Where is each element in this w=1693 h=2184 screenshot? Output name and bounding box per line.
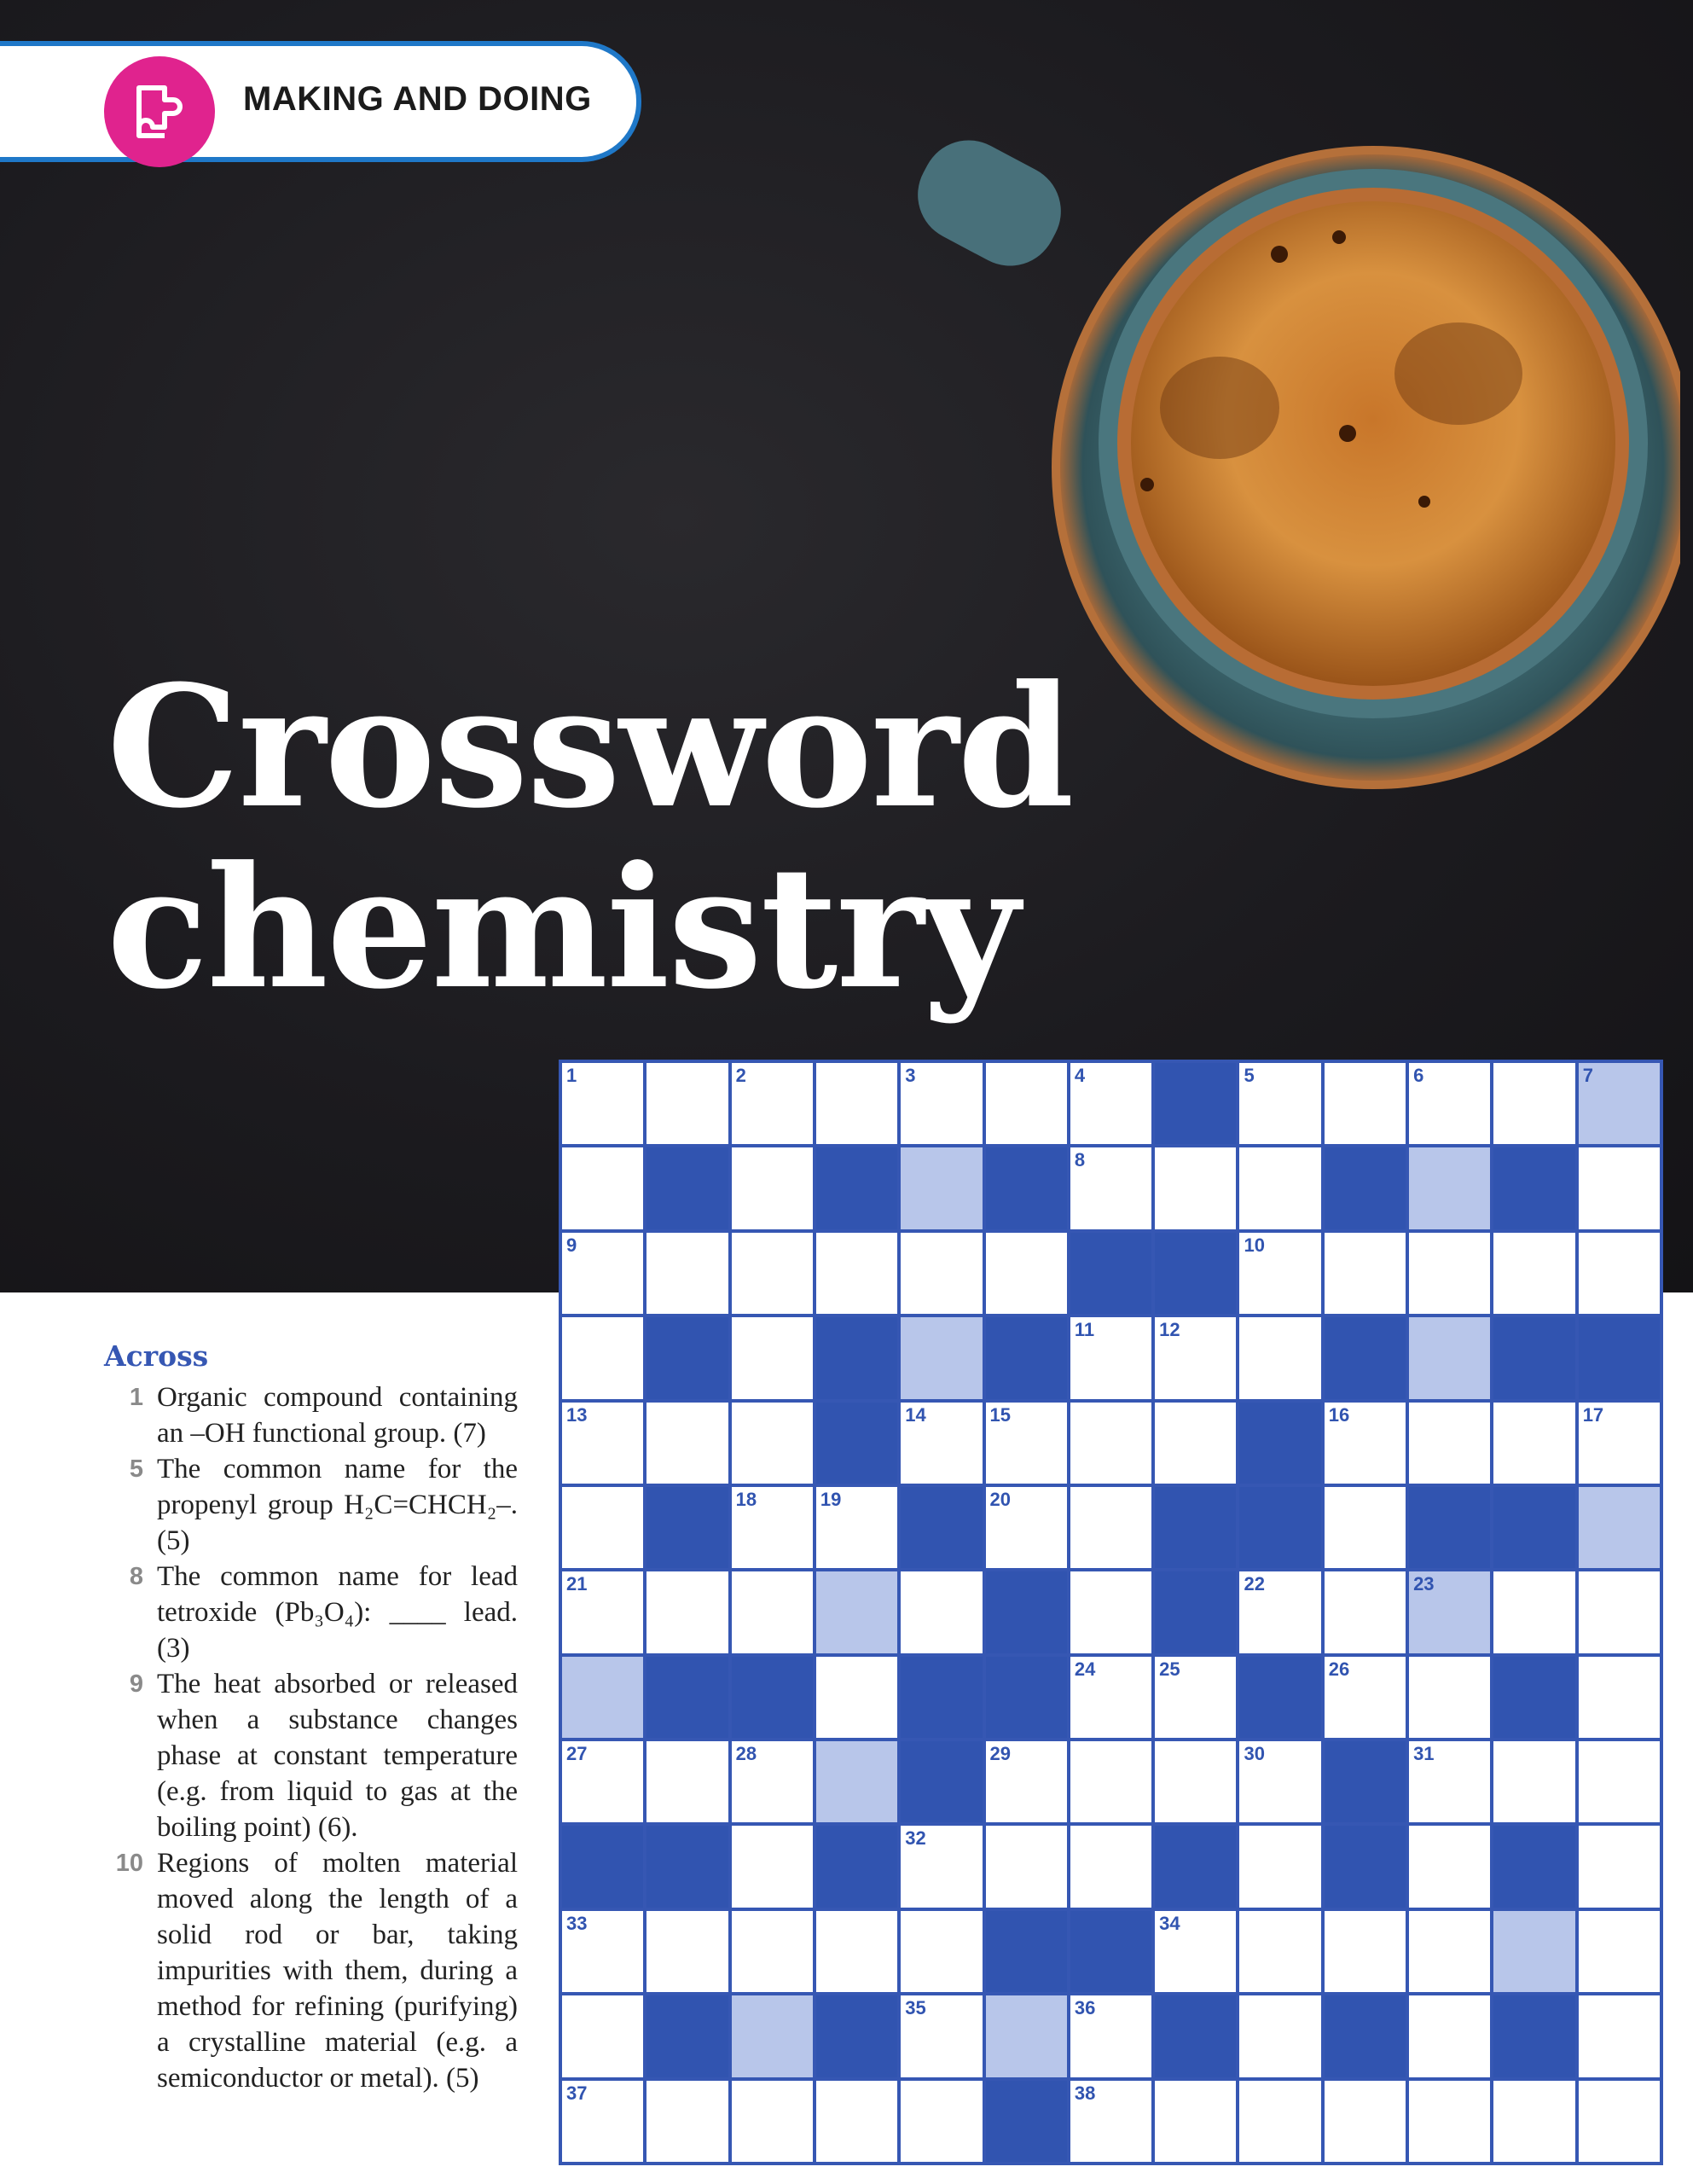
- crossword-cell[interactable]: [1409, 1911, 1490, 1992]
- crossword-cell[interactable]: [732, 1741, 813, 1822]
- crossword-cell[interactable]: [1070, 1571, 1151, 1653]
- clue-number-label: 31: [1413, 1743, 1435, 1765]
- crossword-block: [1325, 1741, 1406, 1822]
- crossword-cell[interactable]: [646, 1403, 728, 1484]
- crossword-block: [816, 1826, 897, 1907]
- crossword-block: [1070, 1911, 1151, 1992]
- crossword-cell[interactable]: [1070, 1741, 1151, 1822]
- crossword-block: [1493, 1487, 1574, 1568]
- crossword-cell[interactable]: [986, 1233, 1067, 1314]
- crossword-cell[interactable]: [1070, 1826, 1151, 1907]
- crossword-block: [1493, 1657, 1574, 1738]
- page-title: [107, 649, 1073, 1026]
- crossword-cell[interactable]: [732, 1147, 813, 1228]
- clue-number-label: 33: [566, 1912, 588, 1934]
- crossword-cell-shaded[interactable]: [816, 1741, 897, 1822]
- crossword-cell[interactable]: [1409, 1657, 1490, 1738]
- clue-number-label: 19: [820, 1488, 842, 1510]
- crossword-cell[interactable]: [1070, 1995, 1151, 2077]
- clue-text: The common name for the propenyl group H₂C=CHCH₂–. (5): [157, 1454, 518, 1556]
- crossword-cell-shaded[interactable]: [1409, 1317, 1490, 1398]
- crossword-cell[interactable]: [1493, 1233, 1574, 1314]
- crossword-cell[interactable]: [1579, 1147, 1660, 1228]
- clue-number-label: 27: [566, 1743, 588, 1765]
- clue-number-label: 36: [1074, 1997, 1096, 2019]
- crossword-cell-shaded[interactable]: [1493, 1911, 1574, 1992]
- crossword-cell[interactable]: [986, 1063, 1067, 1144]
- clue-number-label: 34: [1159, 1912, 1180, 1934]
- crossword-block: [986, 1571, 1067, 1653]
- crossword-cell[interactable]: [562, 1403, 643, 1484]
- crossword-cell[interactable]: [901, 1995, 982, 2077]
- crossword-cell[interactable]: [646, 1911, 728, 1992]
- clue-number-label: 18: [735, 1488, 757, 1510]
- crossword-cell[interactable]: [1493, 1063, 1574, 1144]
- crossword-cell[interactable]: [646, 2081, 728, 2162]
- crossword-cell[interactable]: [1155, 1657, 1236, 1738]
- crossword-block: [816, 1317, 897, 1398]
- crossword-cell[interactable]: [1325, 2081, 1406, 2162]
- crossword-cell[interactable]: [1493, 1571, 1574, 1653]
- clue-number-label: 21: [566, 1573, 588, 1595]
- crossword-cell[interactable]: [1070, 1063, 1151, 1144]
- clue-item: [104, 1451, 518, 1559]
- crossword-cell[interactable]: [1155, 1403, 1236, 1484]
- clue-number-label: 11: [1074, 1319, 1095, 1341]
- crossword-cell[interactable]: [816, 1487, 897, 1568]
- crossword-cell-shaded[interactable]: [562, 1657, 643, 1738]
- crossword-cell[interactable]: [1070, 1403, 1151, 1484]
- clue-number-label: 24: [1074, 1658, 1096, 1680]
- crossword-cell[interactable]: [901, 1826, 982, 1907]
- clue-number-label: 38: [1074, 2082, 1096, 2104]
- section-label: MAKING AND DOING: [243, 80, 592, 118]
- crossword-cell[interactable]: [562, 1317, 643, 1398]
- crossword-cell[interactable]: [816, 1657, 897, 1738]
- crossword-cell[interactable]: [1325, 1233, 1406, 1314]
- crossword-cell[interactable]: [1239, 1995, 1320, 2077]
- crossword-cell[interactable]: [986, 1403, 1067, 1484]
- crossword-cell[interactable]: [1325, 1403, 1406, 1484]
- crossword-cell[interactable]: [562, 2081, 643, 2162]
- crossword-block: [646, 1995, 728, 2077]
- crossword-cell[interactable]: [732, 2081, 813, 2162]
- crossword-block: [1239, 1403, 1320, 1484]
- clue-item: [104, 1380, 518, 1451]
- crossword-block: [816, 1147, 897, 1228]
- title-line-2: chemistry: [107, 830, 1018, 1026]
- crossword-cell[interactable]: [1325, 1657, 1406, 1738]
- crossword-cell[interactable]: [562, 1487, 643, 1568]
- crossword-block: [1155, 1995, 1236, 2077]
- crossword-block: [646, 1487, 728, 1568]
- crossword-cell[interactable]: [1409, 1063, 1490, 1144]
- crossword-cell-shaded[interactable]: [901, 1317, 982, 1398]
- crossword-cell[interactable]: [816, 1063, 897, 1144]
- clue-number-label: 22: [1244, 1573, 1265, 1595]
- section-badge: [0, 41, 641, 162]
- crossword-cell[interactable]: [732, 1826, 813, 1907]
- crossword-block: [901, 1741, 982, 1822]
- crossword-block: [986, 2081, 1067, 2162]
- crossword-cell[interactable]: [1155, 2081, 1236, 2162]
- clue-number-label: 1: [566, 1065, 577, 1086]
- crossword-block: [1325, 1995, 1406, 2077]
- crossword-block: [986, 1147, 1067, 1228]
- crossword-cell[interactable]: [986, 1741, 1067, 1822]
- crossword-grid: [559, 1060, 1663, 2165]
- crossword-cell[interactable]: [646, 1233, 728, 1314]
- crossword-cell[interactable]: [1579, 1995, 1660, 2077]
- crossword-block: [1239, 1657, 1320, 1738]
- clue-number: 10: [115, 1850, 143, 1877]
- crossword-cell[interactable]: [1325, 1487, 1406, 1568]
- crossword-cell[interactable]: [901, 1063, 982, 1144]
- crossword-block: [646, 1317, 728, 1398]
- crossword-cell[interactable]: [816, 1233, 897, 1314]
- crossword-cell[interactable]: [1239, 1741, 1320, 1822]
- crossword-cell[interactable]: [1409, 1826, 1490, 1907]
- crossword-cell[interactable]: [1239, 1317, 1320, 1398]
- clue-number-label: 30: [1244, 1743, 1265, 1765]
- crossword-cell-shaded[interactable]: [816, 1571, 897, 1653]
- crossword-cell[interactable]: [1155, 1317, 1236, 1398]
- crossword-cell[interactable]: [1493, 2081, 1574, 2162]
- clue-item: [104, 1845, 518, 2096]
- crossword-cell[interactable]: [1409, 2081, 1490, 2162]
- crossword-block: [901, 1487, 982, 1568]
- crossword-block: [1155, 1063, 1236, 1144]
- crossword-block: [1239, 1487, 1320, 1568]
- crossword-cell[interactable]: [1409, 1233, 1490, 1314]
- crossword-cell[interactable]: [1579, 1571, 1660, 1653]
- crossword-cell[interactable]: [562, 1233, 643, 1314]
- clue-number-label: 12: [1159, 1319, 1180, 1341]
- clue-number-label: 25: [1159, 1658, 1180, 1680]
- crossword-cell[interactable]: [1070, 1147, 1151, 1228]
- crossword-cell[interactable]: [1239, 1571, 1320, 1653]
- crossword-block: [1325, 1317, 1406, 1398]
- clue-number-label: 17: [1582, 1403, 1604, 1426]
- clue-number-label: 7: [1582, 1065, 1593, 1086]
- crossword-cell-shaded[interactable]: [1579, 1063, 1660, 1144]
- clue-text: The heat absorbed or released when a substance changes phase at constant temperature (e.g. from liquid to gas at the boiling point) (6).: [157, 1669, 518, 1843]
- clue-number-label: 4: [1074, 1065, 1086, 1086]
- crossword-cell[interactable]: [732, 1571, 813, 1653]
- crossword-cell[interactable]: [901, 1233, 982, 1314]
- clue-text: Regions of molten material moved along the length of a solid rod or bar, taking impurities with them, during a method for refining (purifying) a crystalline material (e.g. a semiconductor or metal). (5): [157, 1848, 518, 2094]
- crossword-cell[interactable]: [1325, 1571, 1406, 1653]
- crossword-cell-shaded[interactable]: [1409, 1571, 1490, 1653]
- crossword-cell[interactable]: [1409, 1741, 1490, 1822]
- crossword-block: [816, 1995, 897, 2077]
- crossword-cell[interactable]: [562, 1147, 643, 1228]
- clues-across: [104, 1339, 518, 2096]
- clue-number-label: 10: [1244, 1234, 1265, 1256]
- crossword-cell[interactable]: [1070, 1657, 1151, 1738]
- crossword-cell-shaded[interactable]: [732, 1995, 813, 2077]
- crossword-block: [986, 1657, 1067, 1738]
- crossword-cell[interactable]: [732, 1063, 813, 1144]
- crossword-cell[interactable]: [901, 1571, 982, 1653]
- crossword-cell[interactable]: [1070, 1487, 1151, 1568]
- crossword-cell[interactable]: [732, 1317, 813, 1398]
- clue-text: The common name for lead tetroxide (Pb₃O₄): ____ lead. (3): [157, 1561, 518, 1664]
- crossword-cell[interactable]: [732, 1403, 813, 1484]
- crossword-block: [1579, 1317, 1660, 1398]
- crossword-cell[interactable]: [1579, 2081, 1660, 2162]
- crossword-block: [1325, 1826, 1406, 1907]
- crossword-block: [1155, 1571, 1236, 1653]
- clue-number-label: 16: [1328, 1403, 1350, 1426]
- crossword-cell[interactable]: [1409, 1403, 1490, 1484]
- crossword-block: [986, 1911, 1067, 1992]
- clues-heading: Across: [104, 1339, 209, 1373]
- crossword-block: [646, 1657, 728, 1738]
- crossword-cell[interactable]: [1239, 1826, 1320, 1907]
- crossword-cell[interactable]: [1155, 1147, 1236, 1228]
- clue-number: 8: [129, 1563, 143, 1590]
- crossword-cell[interactable]: [1155, 1741, 1236, 1822]
- crossword-cell[interactable]: [901, 2081, 982, 2162]
- clue-number-label: 32: [905, 1827, 926, 1850]
- crossword-block: [646, 1147, 728, 1228]
- crossword-cell-shaded[interactable]: [1409, 1147, 1490, 1228]
- crossword-block: [1155, 1233, 1236, 1314]
- crossword-cell[interactable]: [732, 1911, 813, 1992]
- crossword-cell[interactable]: [1579, 1403, 1660, 1484]
- clue-number-label: 35: [905, 1997, 926, 2019]
- crossword-cell[interactable]: [1579, 1826, 1660, 1907]
- crossword-cell[interactable]: [646, 1571, 728, 1653]
- crossword-cell[interactable]: [1155, 1911, 1236, 1992]
- crossword-cell[interactable]: [1325, 1063, 1406, 1144]
- crossword-cell[interactable]: [816, 2081, 897, 2162]
- clue-number-label: 5: [1244, 1065, 1255, 1086]
- crossword-cell[interactable]: [732, 1487, 813, 1568]
- crossword-cell[interactable]: [646, 1741, 728, 1822]
- crossword-block: [1409, 1487, 1490, 1568]
- crossword-block: [1493, 1995, 1574, 2077]
- puzzle-piece-icon: [104, 56, 215, 167]
- crossword-cell[interactable]: [1239, 2081, 1320, 2162]
- crossword-block: [646, 1826, 728, 1907]
- crossword-cell[interactable]: [646, 1063, 728, 1144]
- clue-number-label: 23: [1413, 1573, 1435, 1595]
- clue-number-label: 15: [989, 1403, 1012, 1426]
- crossword-cell[interactable]: [562, 1741, 643, 1822]
- crossword-block: [901, 1657, 982, 1738]
- crossword-block: [1155, 1487, 1236, 1568]
- crossword-cell[interactable]: [816, 1911, 897, 1992]
- crossword-cell[interactable]: [1579, 1741, 1660, 1822]
- clue-number-label: 28: [735, 1743, 757, 1765]
- crossword-cell[interactable]: [986, 1826, 1067, 1907]
- crossword-cell-shaded[interactable]: [986, 1995, 1067, 2077]
- crossword-block: [816, 1403, 897, 1484]
- clue-number-label: 29: [989, 1743, 1012, 1765]
- crossword-block: [1070, 1233, 1151, 1314]
- clue-number-label: 14: [905, 1403, 926, 1426]
- crossword-cell[interactable]: [1579, 1657, 1660, 1738]
- crossword-block: [1493, 1826, 1574, 1907]
- crossword-block: [1325, 1147, 1406, 1228]
- crossword-cell-shaded[interactable]: [901, 1147, 982, 1228]
- clue-number-label: 26: [1328, 1658, 1350, 1680]
- crossword-cell[interactable]: [901, 1911, 982, 1992]
- crossword-cell[interactable]: [1239, 1063, 1320, 1144]
- crossword-block: [1155, 1826, 1236, 1907]
- crossword-cell[interactable]: [1239, 1147, 1320, 1228]
- crossword-block: [1493, 1147, 1574, 1228]
- clue-number: 5: [129, 1455, 143, 1483]
- title-line-1: Crossword: [107, 649, 1073, 845]
- crossword-cell[interactable]: [901, 1403, 982, 1484]
- crossword-cell[interactable]: [1579, 1911, 1660, 1992]
- crossword-cell[interactable]: [562, 1911, 643, 1992]
- clue-text: Organic compound containing an –OH functional group. (7): [157, 1382, 518, 1449]
- clue-number-label: 37: [566, 2082, 588, 2104]
- crossword-cell[interactable]: [562, 1995, 643, 2077]
- crossword-cell[interactable]: [562, 1063, 643, 1144]
- clue-number-label: 9: [566, 1234, 577, 1256]
- crossword-cell[interactable]: [1325, 1911, 1406, 1992]
- crossword-cell[interactable]: [1070, 1317, 1151, 1398]
- clue-number-label: 8: [1074, 1149, 1086, 1171]
- crossword-cell[interactable]: [1409, 1995, 1490, 2077]
- clue-number-label: 3: [905, 1065, 916, 1086]
- crossword-cell[interactable]: [1070, 2081, 1151, 2162]
- crossword-block: [1493, 1317, 1574, 1398]
- clue-number-label: 2: [735, 1065, 746, 1086]
- clue-item: [104, 1559, 518, 1666]
- crossword-cell[interactable]: [1493, 1741, 1574, 1822]
- clue-number-label: 13: [566, 1403, 588, 1426]
- clue-number: 9: [129, 1670, 143, 1698]
- crossword-cell-shaded[interactable]: [1579, 1487, 1660, 1568]
- crossword-cell[interactable]: [562, 1571, 643, 1653]
- crossword-block: [986, 1317, 1067, 1398]
- clue-number-label: 20: [989, 1488, 1012, 1510]
- crossword-block: [732, 1657, 813, 1738]
- clue-number-label: 6: [1413, 1065, 1424, 1086]
- crossword-cell[interactable]: [1239, 1911, 1320, 1992]
- crossword-cell[interactable]: [1579, 1233, 1660, 1314]
- crossword-block: [562, 1826, 643, 1907]
- crossword-cell[interactable]: [1239, 1233, 1320, 1314]
- clue-item: [104, 1666, 518, 1845]
- crossword-cell[interactable]: [986, 1487, 1067, 1568]
- crossword-cell[interactable]: [732, 1233, 813, 1314]
- crossword-cell[interactable]: [1493, 1403, 1574, 1484]
- clue-number: 1: [129, 1384, 143, 1411]
